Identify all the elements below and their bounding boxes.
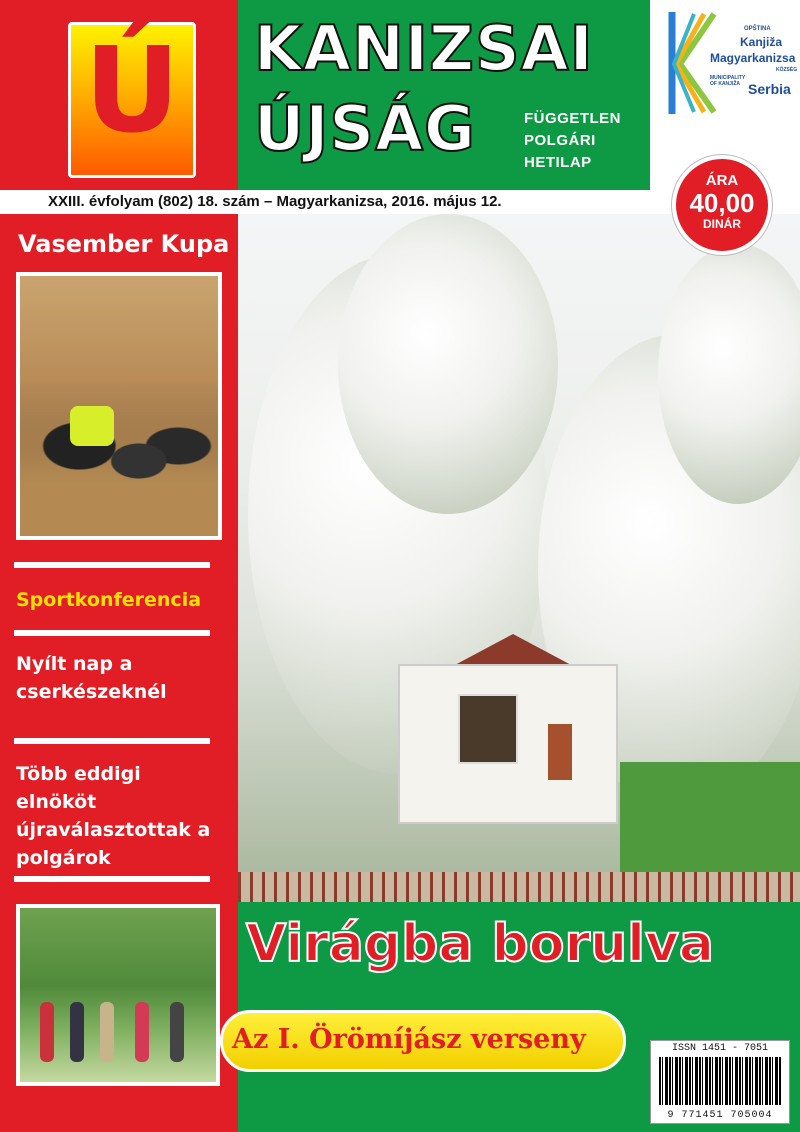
villa-window bbox=[458, 694, 518, 764]
issn-number: ISSN 1451 - 7051 bbox=[671, 1043, 768, 1054]
masthead-tagline bbox=[524, 108, 621, 174]
feature-title: Vasember Kupa bbox=[18, 230, 230, 258]
masthead-title-line2: ÚJSÁG bbox=[254, 92, 476, 165]
cover-photo bbox=[238, 214, 800, 902]
municipality-line2: Kanjiža bbox=[740, 35, 783, 49]
person bbox=[40, 1002, 54, 1062]
person bbox=[100, 1002, 114, 1062]
sidebar-headline: Nyílt nap a cserkészeknél bbox=[16, 653, 167, 703]
fence bbox=[238, 872, 800, 902]
villa bbox=[388, 634, 628, 874]
divider bbox=[14, 876, 210, 882]
divider bbox=[14, 738, 210, 744]
sidebar-headline: Több eddigi elnököt újraválasztottak a polgárok bbox=[16, 763, 211, 869]
municipality-line5: MUNICIPALITY OF KANJIŽA bbox=[710, 75, 746, 87]
cover-subheadline: Az I. Örömíjász verseny bbox=[232, 1024, 586, 1055]
price-badge bbox=[672, 155, 772, 255]
municipality-logo bbox=[664, 8, 798, 128]
tree bbox=[338, 214, 558, 514]
yellow-shirt bbox=[70, 406, 114, 446]
municipality-line6: Serbia bbox=[748, 81, 791, 97]
divider bbox=[14, 630, 210, 636]
ean-number: 9 771451 705004 bbox=[667, 1110, 773, 1121]
archery-photo bbox=[16, 904, 220, 1086]
price-amount: 40,00 bbox=[689, 188, 755, 218]
sidebar-headline: Sportkonferencia bbox=[16, 589, 202, 611]
divider bbox=[14, 562, 210, 568]
villa-door bbox=[548, 724, 572, 780]
masthead-title-line1: KANIZSAI bbox=[254, 12, 594, 85]
municipality-line3: Magyarkanizsa bbox=[710, 51, 796, 65]
barcode-bars-icon bbox=[659, 1057, 781, 1105]
barcode bbox=[650, 1040, 790, 1124]
municipality-line4: KÖZSÉG bbox=[776, 67, 798, 73]
person bbox=[170, 1002, 184, 1062]
cover-headline: Virágba borulva bbox=[246, 914, 714, 974]
price-currency: DINÁR bbox=[703, 217, 741, 231]
newspaper-logo bbox=[68, 22, 196, 178]
lawn bbox=[620, 762, 800, 872]
group-of-people bbox=[20, 386, 218, 536]
issue-info: XXIII. évfolyam (802) 18. szám – Magyarkanizsa, 2016. május 12. bbox=[48, 193, 502, 210]
municipality-line1: OPŠTINA bbox=[744, 26, 771, 32]
logo-letter: Ú bbox=[84, 21, 180, 159]
tagline-line: HETILAP bbox=[524, 154, 592, 171]
person bbox=[135, 1002, 149, 1062]
person bbox=[70, 1002, 84, 1062]
feature-photo bbox=[16, 272, 222, 540]
tagline-line: FÜGGETLEN bbox=[524, 110, 621, 127]
price-label: ÁRA bbox=[705, 172, 739, 189]
tagline-line: POLGÁRI bbox=[524, 132, 596, 149]
